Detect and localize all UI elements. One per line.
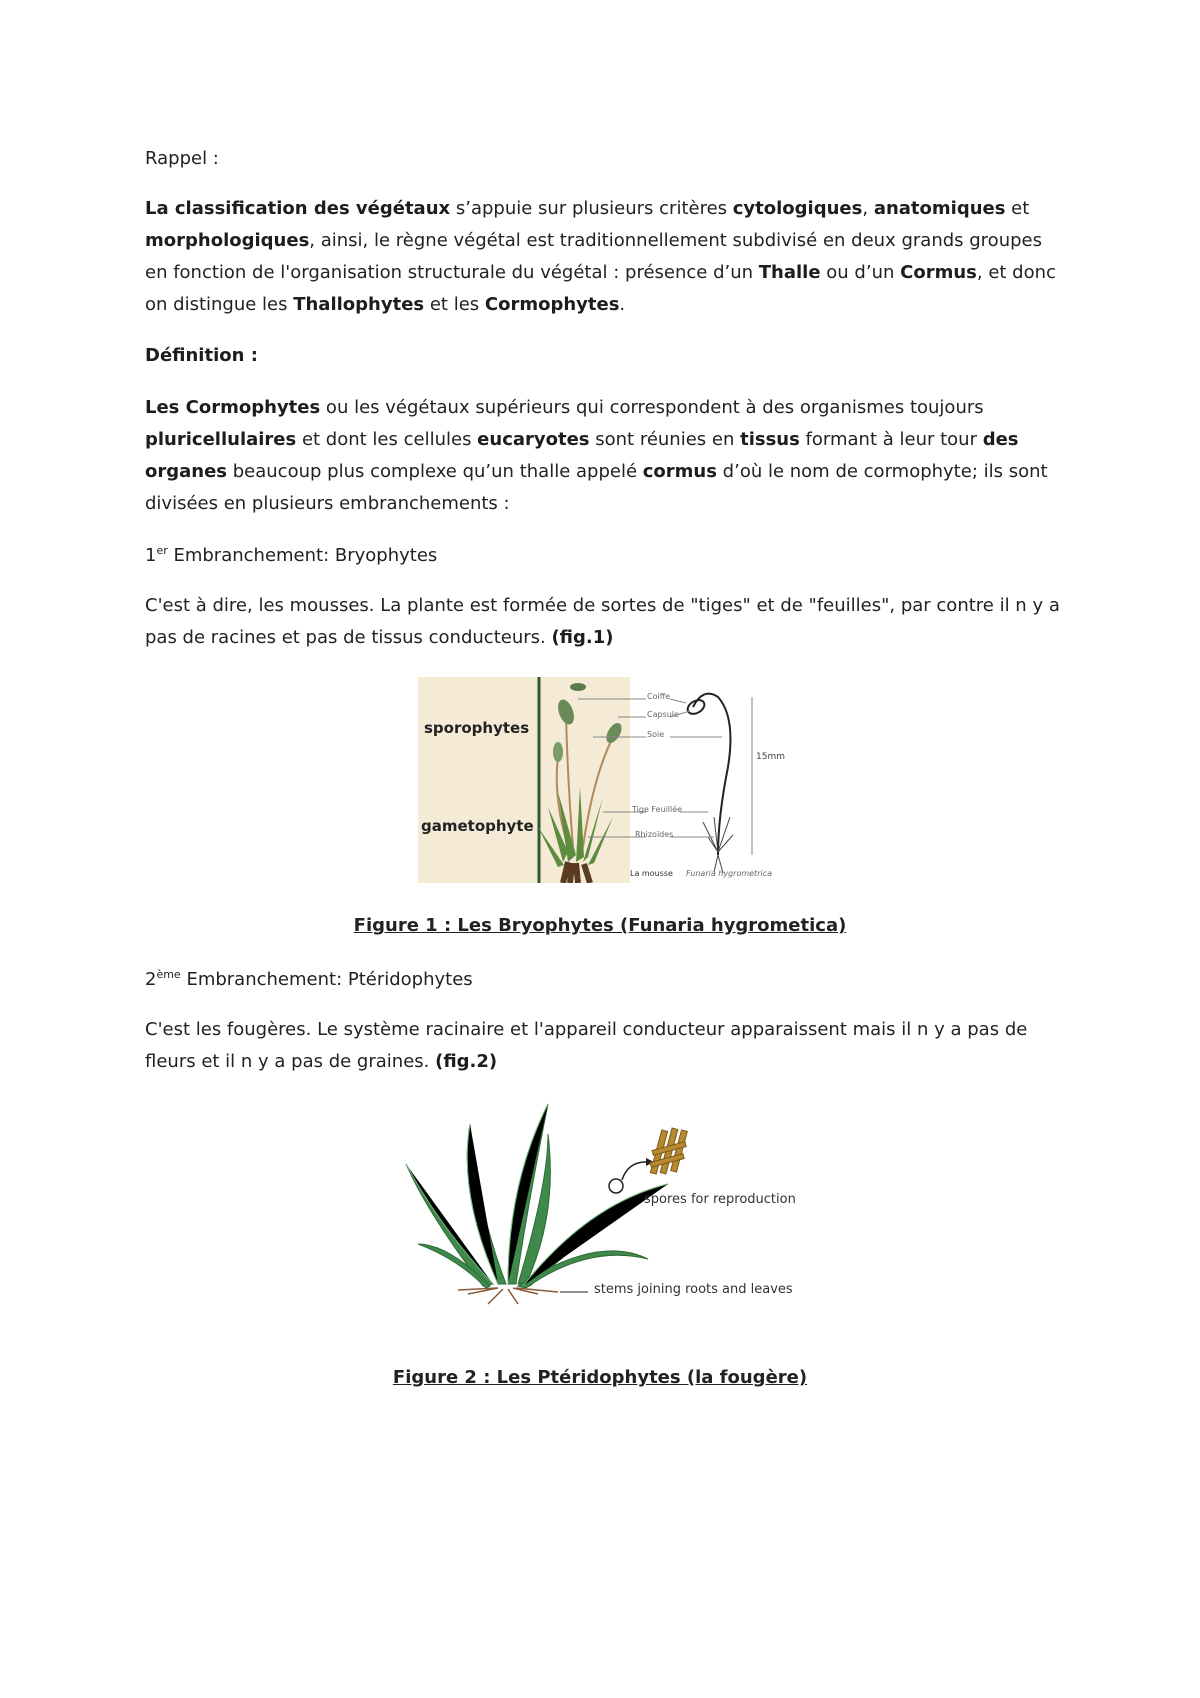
label-spores: spores for reproduction bbox=[644, 1192, 796, 1207]
label-species: Funaria hygrometrica bbox=[686, 869, 773, 878]
label-tige-feuillee: Tige Feuillée bbox=[632, 805, 683, 814]
label-gametophyte: gametophyte bbox=[421, 817, 534, 835]
cormophytes-paragraph: Les Cormophytes ou les végétaux supérieurs qui correspondent à des organismes toujours pluricellulaires et dont les cellules eucaryotes sont réunies en tissus formant à leur tour des organes beaucoup plus complexe qu’un thalle appelé cormus d’où le nom de cormophyte; ils sont divisées en plusieurs embranchements : bbox=[145, 397, 1048, 514]
label-stems: stems joining roots and leaves bbox=[594, 1282, 793, 1297]
definition-heading: Définition : bbox=[145, 345, 258, 366]
figure1-caption: Figure 1 : Les Bryophytes (Funaria hygrometica) bbox=[353, 915, 847, 936]
figure2-caption: Figure 2 : Les Ptéridophytes (la fougère) bbox=[392, 1367, 808, 1388]
label-size: 15mm bbox=[756, 752, 785, 762]
label-coiffe: Coiffe bbox=[647, 692, 671, 701]
label-capsule: Capsule bbox=[647, 710, 679, 719]
rappel-heading: Rappel : bbox=[145, 148, 219, 169]
pteridophytes-paragraph: C'est les fougères. Le système racinaire et l'appareil conducteur apparaissent mais il n y a pas de fleurs et il n y a pas de graines. (fig.2) bbox=[145, 1019, 1028, 1072]
label-rhizoides: Rhizoïdes bbox=[635, 830, 674, 839]
bryophytes-paragraph: C'est à dire, les mousses. La plante est formée de sortes de "tiges" et de "feuilles", par contre il n y a pas de racines et pas de tissus conducteurs. (fig.1) bbox=[145, 595, 1060, 648]
classification-paragraph: La classification des végétaux s’appuie sur plusieurs critères cytologiques, anatomiques et morphologiques, ainsi, le règne végétal est traditionnellement subdivisé en deux grands groupes en fonction de l'organisation structurale du végétal : présence d’un Thalle ou d’un Cormus, et donc on distingue les Thallophytes et les Cormophytes. bbox=[145, 198, 1056, 315]
branch2-heading: 2ème Embranchement: Ptéridophytes bbox=[145, 968, 473, 990]
label-sporophytes: sporophytes bbox=[424, 719, 530, 737]
moss-illustration bbox=[418, 677, 794, 883]
figure1-moss-diagram bbox=[418, 677, 794, 883]
label-soie: Soie bbox=[647, 730, 665, 739]
label-la-mousse: La mousse bbox=[630, 869, 673, 878]
branch1-heading: 1er Embranchement: Bryophytes bbox=[145, 544, 438, 566]
figure2-fern-diagram bbox=[398, 1094, 808, 1310]
